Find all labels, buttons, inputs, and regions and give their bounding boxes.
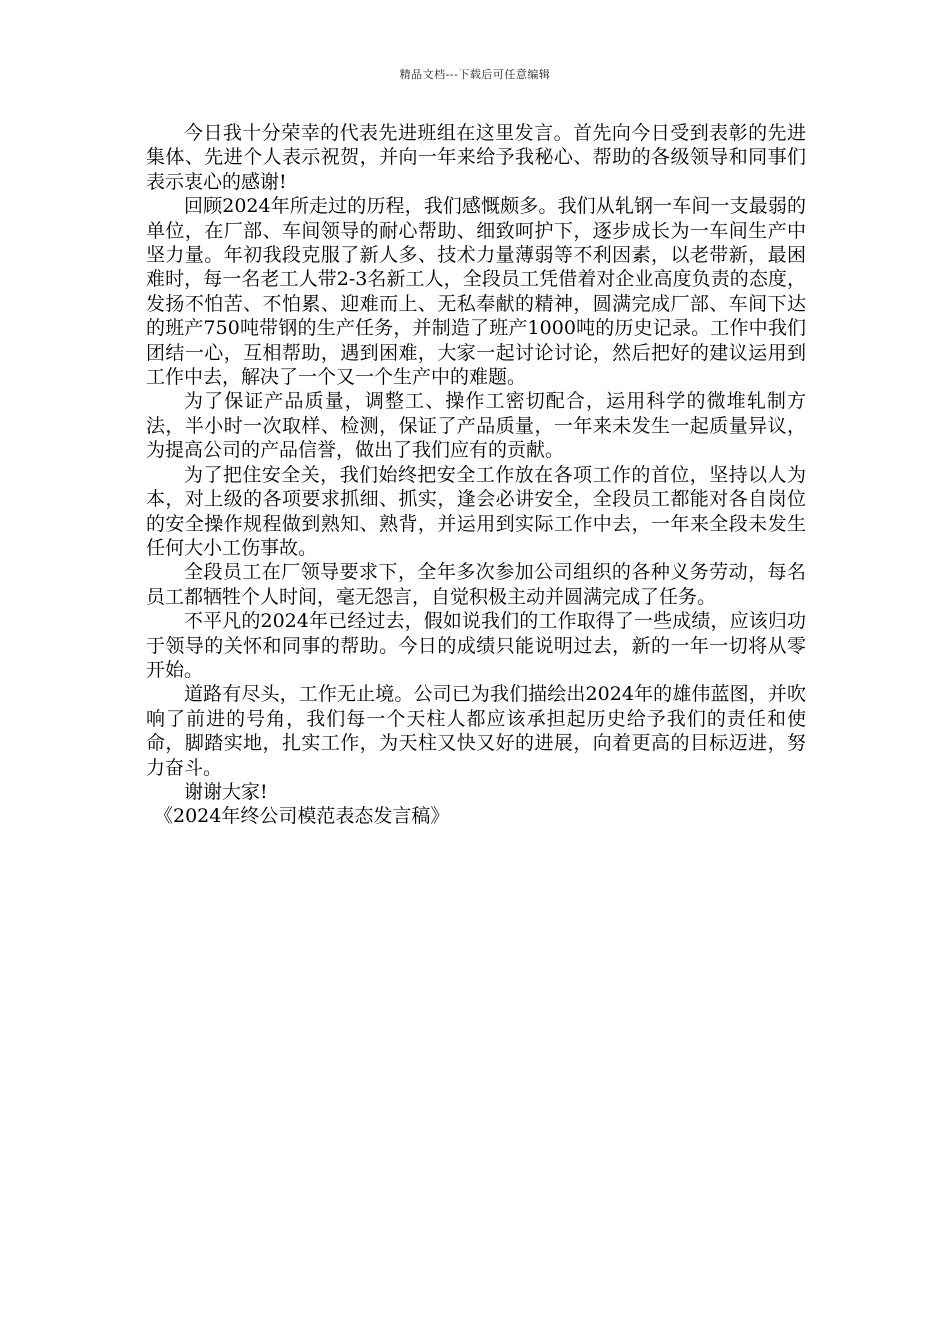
page-header: 精品文档---下载后可任意编辑 bbox=[399, 68, 551, 81]
paragraph-quality: 为了保证产品质量，调整工、操作工密切配合，运用科学的微堆轧制方法，半小时一次取样、检测，保证了产品质量，一年来未发生一起质量异议，为提高公司的产品信誉，做出了我们应有的贡献。 bbox=[146, 390, 806, 462]
paragraph-outlook: 道路有尽头，工作无止境。公司已为我们描绘出2024年的雄伟蓝图，并吹响了前进的号角，我们每一个天柱人都应该承担起历史给予我们的责任和使命，脚踏实地，扎实工作，为天柱又快又好的进展，向着更高的目标迈进，努力奋斗。 bbox=[146, 683, 806, 779]
paragraph-volunteer: 全段员工在厂领导要求下，全年多次参加公司组织的各种义务劳动，每名员工都牺牲个人时间，毫无怨言，自觉积极主动并圆满完成了任务。 bbox=[146, 561, 806, 608]
paragraph-safety: 为了把住安全关，我们始终把安全工作放在各项工作的首位，坚持以人为本，对上级的各项要求抓细、抓实，逢会必讲安全，全段员工都能对各自岗位的安全操作规程做到熟知、熟背，并运用到实际工作中去，一年来全段未发生任何大小工伤事故。 bbox=[146, 463, 806, 559]
paragraph-thanks: 谢谢大家! bbox=[184, 780, 268, 803]
closing-title: 《2024年终公司模范表态发言稿》 bbox=[154, 805, 450, 828]
paragraph-review: 回顾2024年所走过的历程，我们感慨颇多。我们从轧钢一车间一支最弱的单位，在厂部、车间领导的耐心帮助、细致呵护下，逐步成长为一车间生产中坚力量。年初我段克服了新人多、技术力量薄弱等不利因素，以老带新，最困难时，每一名老工人带2-3名新工人，全段员工凭借着对企业高度负责的态度，发扬不怕苦、不怕累、迎难而上、无私奉献的精神，圆满完成厂部、车间下达的班产750吨带钢的生产任务，并制造了班产1000吨的历史记录。工作中我们团结一心，互相帮助，遇到困难，大家一起讨论讨论，然后把好的建议运用到工作中去，解决了一个又一个生产中的难题。 bbox=[146, 195, 806, 389]
paragraph-summary: 不平凡的2024年已经过去，假如说我们的工作取得了一些成绩，应该归功于领导的关怀和同事的帮助。今日的成绩只能说明过去，新的一年一切将从零开始。 bbox=[146, 610, 806, 681]
document-body bbox=[146, 121, 806, 829]
paragraph-opening: 今日我十分荣幸的代表先进班组在这里发言。首先向今日受到表彰的先进集体、先进个人表示祝贺，并向一年来给予我秘心、帮助的各级领导和同事们表示衷心的感谢! bbox=[146, 122, 806, 193]
